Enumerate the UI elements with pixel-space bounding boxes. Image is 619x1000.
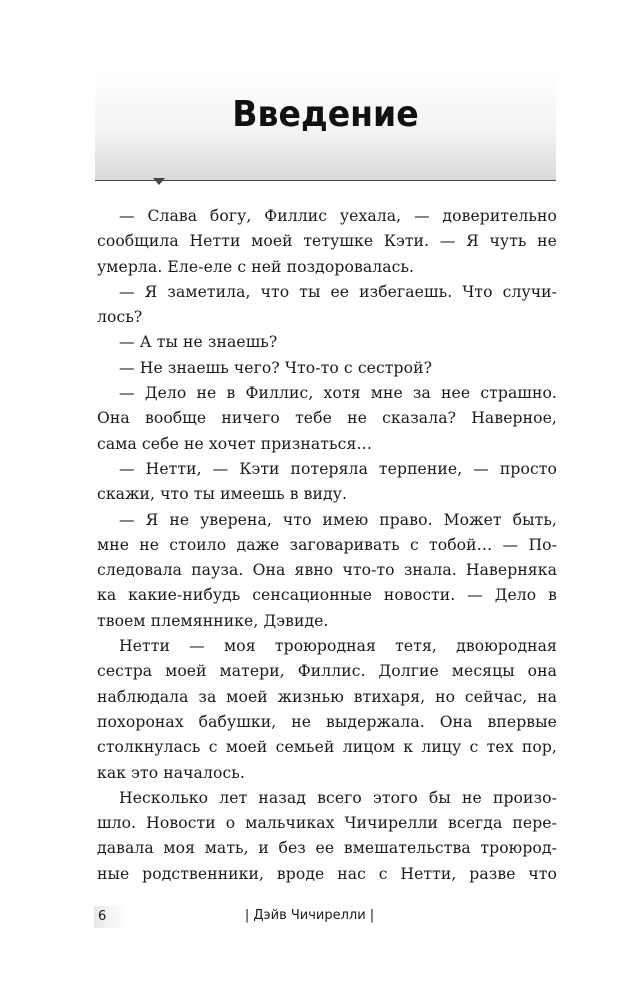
text-line: умерла. Еле-еле с ней поздоровалась. [97,257,415,276]
text-line: шло. Новости о мальчиках Чичирелли всегда пере- [97,814,557,833]
text-line: наблюдала за моей жизнью втихаря, но сейчас, на [97,687,557,706]
text-line: — Слава богу, Филлис уехала, — доверительно [119,207,557,225]
text-line: — Нетти, — Кэти потеряла терпение, — просто [119,459,557,478]
text-line: — Я не уверена, что имею право. Может быть, [119,510,557,529]
text-line: лось? [97,308,143,327]
text-line: — Не знаешь чего? Что-то с сестрой? [119,358,433,377]
text-line: сестра моей матери, Филлис. Долгие месяцы она [97,662,557,681]
text-line: столкнулась с моей семьей лицом к лицу с тех пор, [97,738,557,757]
body-text [97,204,557,887]
text-line: — Я заметила, что ты ее избегаешь. Что случи- [119,282,557,301]
text-line: похоронах бабушки, не выдержала. Она впервые [97,712,557,731]
text-line: как это началось. [97,763,245,782]
text-line: скажи, что ты имеешь в виду. [97,485,348,504]
running-head: | Дэйв Чичирелли | [244,908,375,923]
text-line: — А ты не знаешь? [119,333,278,352]
header-notch [153,178,165,185]
text-line: следовала пауза. Она явно что-то знала. Навернякa [97,561,557,580]
text-line: мне не стоило даже заговаривать с тобой… — По- [97,535,557,554]
text-line: давала моя мать, и без ее вмешательства троюрод- [97,839,557,858]
chapter-title: Введение [232,94,419,135]
text-line: ные родственники, вроде нас с Нетти, разве что [97,864,557,883]
text-line: — Дело не в Филлис, хотя мне за нее страшно. [119,384,557,403]
text-line: Нетти — моя троюродная тетя, двоюродная [119,637,557,656]
page-number: 6 [94,906,126,928]
text-line: ка какие-нибудь сенсационные новости. — Дело в [97,586,557,605]
text-line: твоем племяннике, Дэвиде. [97,611,329,630]
text-line: Она вообще ничего тебе не сказала? Наверное, [97,409,557,428]
chapter-header [95,70,556,181]
text-line: сообщила Нетти моей тетушке Кэти. — Я чуть не [97,232,557,251]
text-line: Несколько лет назад всего этого бы не произо- [119,788,557,807]
text-line: сама себе не хочет признаться… [97,434,373,453]
